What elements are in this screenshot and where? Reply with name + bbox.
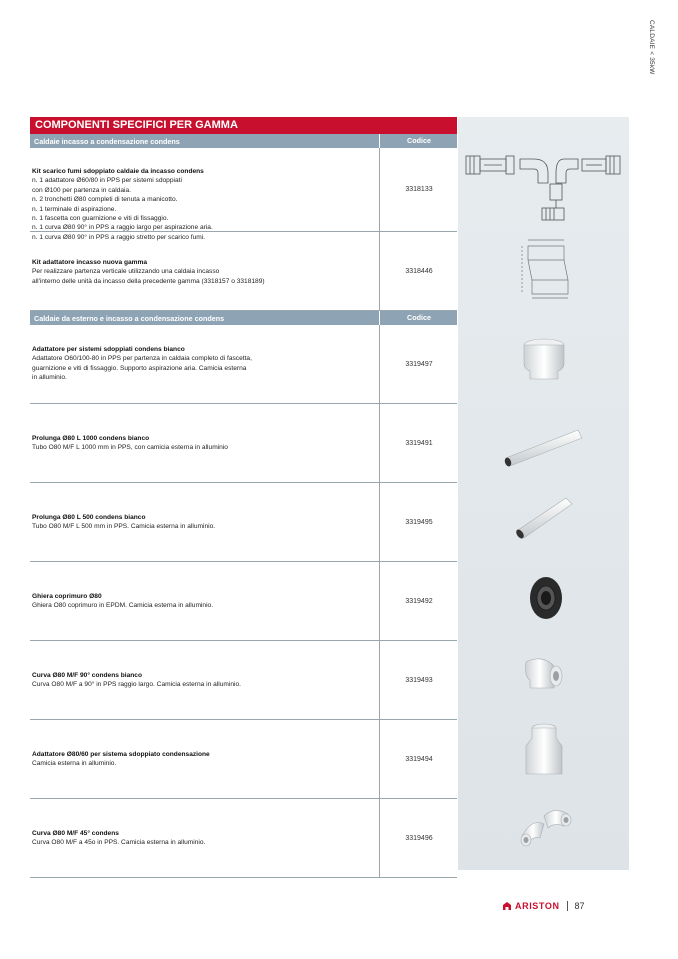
long-pipe-icon bbox=[458, 408, 629, 468]
elbow-45-icon bbox=[458, 806, 629, 850]
table-row bbox=[30, 325, 457, 404]
table-row bbox=[30, 799, 457, 878]
product-table bbox=[30, 134, 457, 878]
wall-ring-icon bbox=[458, 575, 629, 621]
elbow-90-icon bbox=[458, 652, 629, 698]
table-row bbox=[30, 720, 457, 799]
table-row bbox=[30, 404, 457, 483]
product-code: 3318446 bbox=[379, 232, 458, 310]
product-code: 3318133 bbox=[379, 148, 458, 231]
product-code: 3319493 bbox=[379, 641, 458, 719]
footer-divider bbox=[567, 901, 568, 911]
row-description: Ghiera coprimuro Ø80 Ghiera O80 coprimuro in EPDM. Camicia esterna in alluminio. bbox=[32, 593, 214, 610]
row-description: Adattatore Ø80/60 per sistema sdoppiato condensazione Camicia esterna in alluminio. bbox=[32, 751, 210, 768]
product-code: 3319494 bbox=[379, 720, 458, 798]
row-description: Curva Ø80 M/F 90° condens bianco Curva O80 M/F a 90° in PPS raggio largo. Camicia esterna in alluminio. bbox=[32, 672, 241, 689]
table-row bbox=[30, 641, 457, 720]
product-code: 3319495 bbox=[379, 483, 458, 561]
page-number: 87 bbox=[574, 901, 585, 911]
row-description: Curva Ø80 M/F 45° condens Curva O80 M/F a 45o in PPS. Camicia esterna in alluminio. bbox=[32, 830, 206, 847]
row-description: Adattatore per sistemi sdoppiati condens bianco Adattatore O60/100-80 in PPS per partenza in caldaia completo di fascetta, guarnizione e viti di fissaggio. Supporto aspirazione aria. Camicia esterna in alluminio. bbox=[32, 346, 252, 382]
group-header-esterno: Caldaie da esterno e incasso a condensazione condens Codice bbox=[30, 311, 457, 325]
product-code: 3319497 bbox=[379, 325, 458, 403]
page-footer bbox=[502, 899, 585, 913]
flue-kit-drawing-icon bbox=[458, 150, 629, 230]
row-description: Prolunga Ø80 L 500 condens bianco Tubo O80 M/F L 500 mm in PPS. Camicia esterna in alluminio. bbox=[32, 514, 216, 531]
product-code: 3319496 bbox=[379, 799, 458, 877]
adapter-drawing-icon bbox=[458, 234, 629, 304]
short-pipe-icon bbox=[458, 492, 629, 542]
product-code: 3319492 bbox=[379, 562, 458, 640]
table-row bbox=[30, 232, 457, 311]
section-title: COMPONENTI SPECIFICI PER GAMMA bbox=[30, 117, 457, 134]
ariston-logo-icon bbox=[502, 901, 512, 911]
brand-name: ARISTON bbox=[515, 901, 560, 911]
adapter-icon bbox=[458, 335, 629, 385]
table-row bbox=[30, 148, 457, 241]
row-description: Kit adattatore incasso nuova gamma Per realizzare partenza verticale utilizzando una caldaia incasso all'interno delle unità da incasso della precedente gamma (3318157 o 3318189) bbox=[32, 259, 265, 285]
side-category-label: CALDAIE < 35kW bbox=[648, 20, 655, 75]
product-code: 3319491 bbox=[379, 404, 458, 482]
group-header-incasso: Caldaie incasso a condensazione condens Codice bbox=[30, 134, 457, 148]
reducer-icon bbox=[458, 722, 629, 782]
table-row bbox=[30, 483, 457, 562]
table-row bbox=[30, 562, 457, 641]
row-description: Kit scarico fumi sdoppiato caldaie da incasso condens n. 1 adattatore Ø60/80 in PPS per sistemi sdoppiati con Ø100 per partenza in caldaia. n. 2 tronchetti Ø80 completi di tenuta a manicotto. n. 1 terminale di aspirazione. n. 1 fascetta con guarnizione e viti di fissaggio. n. 1 curva Ø80 90° in PPS a raggio largo per aspirazione aria. n. 1 curva Ø80 90° in PPS a raggio stretto per scarico fumi. bbox=[32, 168, 213, 241]
row-description: Prolunga Ø80 L 1000 condens bianco Tubo O80 M/F L 1000 mm in PPS, con camicia esterna in alluminio bbox=[32, 435, 228, 452]
